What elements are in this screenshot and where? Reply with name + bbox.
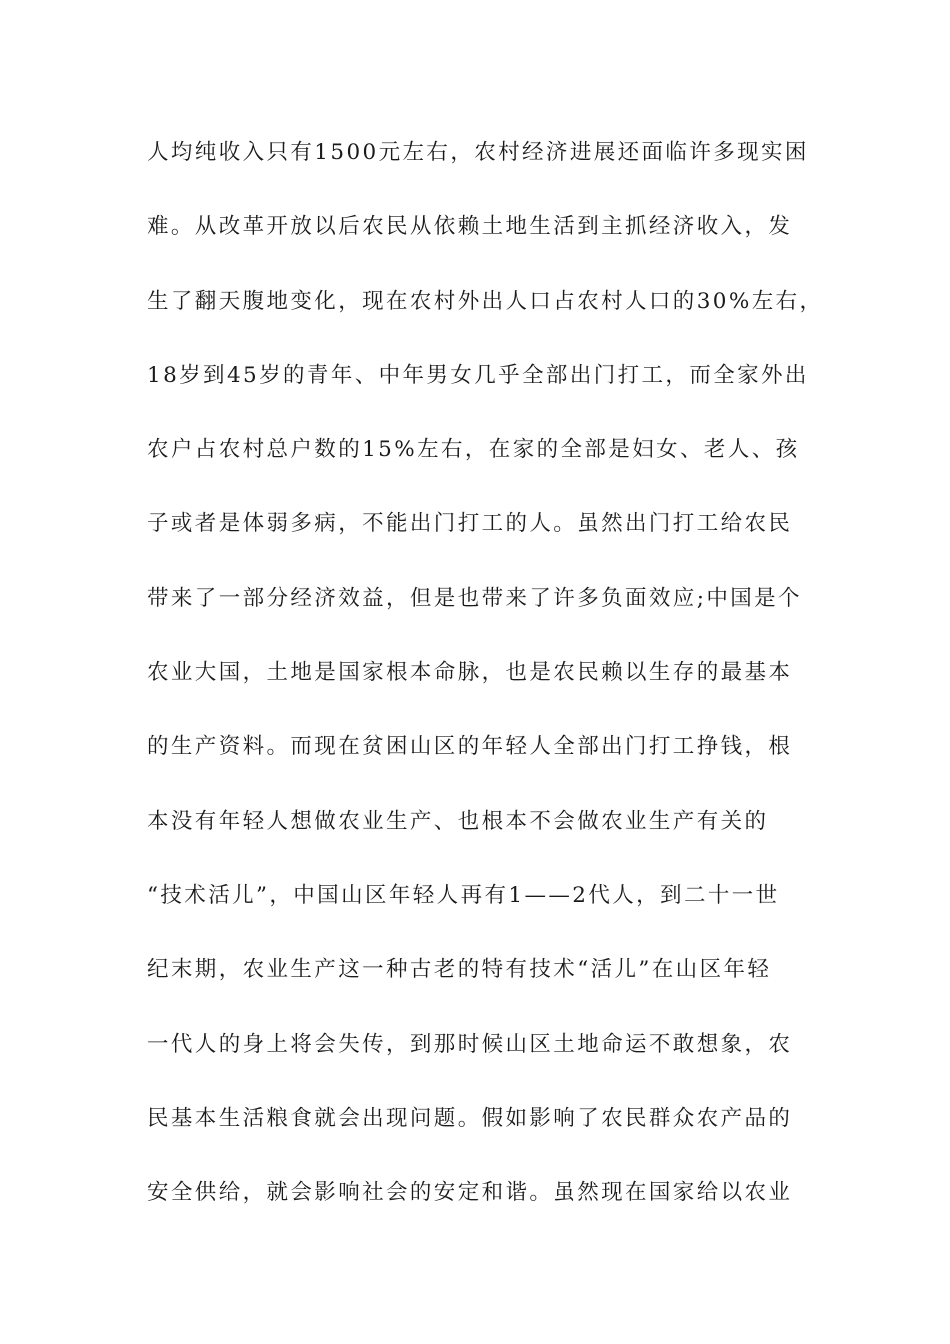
- text-line: 难。从改革开放以后农民从依赖土地生活到主抓经济收入，发: [147, 214, 793, 240]
- text-line: 民基本生活粮食就会出现问题。假如影响了农民群众农产品的: [147, 1105, 793, 1131]
- text-line: 生了翻天腹地变化，现在农村外出人口占农村人口的30%左右，: [147, 288, 824, 314]
- text-line: 的生产资料。而现在贫困山区的年轻人全部出门打工挣钱，根: [147, 734, 793, 760]
- text-line: 人均纯收入只有1500元左右，农村经济进展还面临许多现实困: [147, 140, 809, 165]
- text-line: 安全供给，就会影响社会的安定和谐。虽然现在国家给以农业: [147, 1180, 793, 1206]
- text-line: 子或者是体弱多病，不能出门打工的人。虽然出门打工给农民: [147, 511, 793, 537]
- text-line: “技术活儿”，中国山区年轻人再有1——2代人，到二十一世: [147, 882, 780, 908]
- text-line: 本没有年轻人想做农业生产、也根本不会做农业生产有关的: [147, 808, 769, 834]
- text-line: 带来了一部分经济效益，但是也带来了许多负面效应;中国是个: [147, 585, 802, 611]
- text-line: 18岁到45岁的青年、中年男女几乎全部出门打工，而全家外出: [147, 362, 809, 388]
- body-text: [147, 132, 837, 1246]
- text-line: 一代人的身上将会失传，到那时候山区土地命运不敢想象，农: [147, 1031, 793, 1057]
- text-line: 农业大国，土地是国家根本命脉，也是农民赖以生存的最基本: [147, 660, 793, 686]
- text-line: 农户占农村总户数的15%左右，在家的全部是妇女、老人、孩: [147, 437, 800, 463]
- text-line: 纪末期，农业生产这一种古老的特有技术“活儿”在山区年轻: [147, 957, 772, 983]
